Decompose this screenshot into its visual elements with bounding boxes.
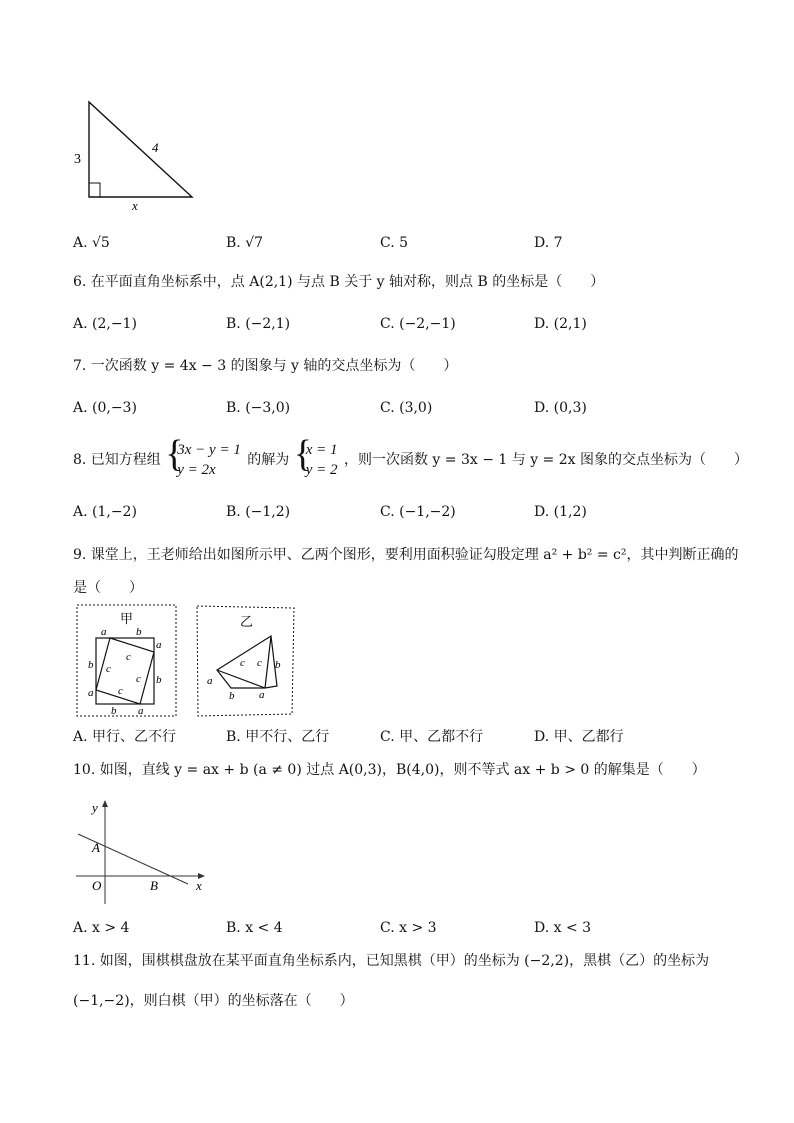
q6-stem: 6. 在平面直角坐标系中，点 A(2,1) 与点 B 关于 y 轴对称，则点 B 的坐标是（ ） bbox=[73, 274, 605, 290]
q8-system-2 bbox=[296, 440, 338, 480]
triangle-shape bbox=[89, 102, 192, 197]
trapezoid-diagonal-2 bbox=[265, 636, 271, 688]
jia-c-2: c bbox=[106, 663, 111, 675]
graph-label-x: x bbox=[196, 878, 202, 893]
jia-b-left: b bbox=[88, 659, 94, 671]
side-a-label: 3 bbox=[74, 152, 81, 167]
yi-a-left: a bbox=[207, 675, 213, 687]
side-x-label: x bbox=[132, 198, 138, 212]
q10-option-d[interactable]: D. x < 3 bbox=[534, 920, 592, 936]
q8-system-1-eq2: y = 2x bbox=[177, 462, 216, 478]
y-axis-arrow bbox=[102, 800, 108, 807]
yi-a-bottom: a bbox=[259, 689, 265, 701]
q5-option-c[interactable]: C. 5 bbox=[380, 235, 409, 251]
q10-line-graph bbox=[70, 798, 210, 910]
q8-system-1-eq1: { 3x − y = 1 bbox=[177, 442, 241, 458]
q9-option-d[interactable]: D. 甲、乙都行 bbox=[534, 729, 624, 745]
q10-option-c[interactable]: C. x > 3 bbox=[380, 920, 437, 936]
q8-prefix: 8. 已知方程组 bbox=[73, 452, 161, 468]
q8-option-a[interactable]: A. (1,−2) bbox=[73, 504, 137, 520]
graph-label-o: O bbox=[92, 878, 102, 893]
jia-a-top: a bbox=[101, 626, 107, 638]
q8-option-b[interactable]: B. (−1,2) bbox=[226, 504, 291, 520]
figure-jia-title: 甲 bbox=[120, 612, 134, 627]
figure-yi-title: 乙 bbox=[240, 615, 254, 630]
yi-c-2: c bbox=[257, 657, 262, 669]
yi-b-bottom: b bbox=[229, 690, 235, 702]
jia-b-bottom: b bbox=[111, 705, 117, 717]
q8-system-1 bbox=[167, 440, 241, 480]
q6-option-c[interactable]: C. (−2,−1) bbox=[380, 316, 456, 332]
q10-stem: 10. 如图，直线 y = ax + b (a ≠ 0) 过点 A(0,3)，B(4,0)，则不等式 ax + b > 0 的解集是（ ） bbox=[73, 762, 706, 778]
q10-option-a[interactable]: A. x > 4 bbox=[73, 920, 130, 936]
right-angle-mark bbox=[89, 183, 100, 197]
q11-stem-line1: 11. 如图，围棋棋盘放在某平面直角坐标系内，已知黑棋（甲）的坐标为 (−2,2)，黑棋（乙）的坐标为 bbox=[73, 953, 710, 969]
graph-label-b: B bbox=[150, 878, 158, 893]
jia-a-bottom: a bbox=[138, 705, 144, 717]
q11-stem-line2: (−1,−2)，则白棋（甲）的坐标落在（ ） bbox=[73, 993, 354, 1009]
yi-b-right: b bbox=[275, 659, 281, 671]
figure-jia bbox=[76, 604, 178, 718]
q7-option-c[interactable]: C. (3,0) bbox=[380, 400, 433, 416]
side-c-label: 4 bbox=[152, 140, 159, 155]
q9-stem-line2: 是（ ） bbox=[73, 580, 143, 596]
q9-option-c[interactable]: C. 甲、乙都不行 bbox=[380, 729, 484, 745]
q7-option-b[interactable]: B. (−3,0) bbox=[226, 400, 291, 416]
q10-option-b[interactable]: B. x < 4 bbox=[226, 920, 283, 936]
q5-option-d[interactable]: D. 7 bbox=[534, 235, 563, 251]
jia-c-3: c bbox=[136, 673, 141, 685]
q9-stem-line1: 9. 课堂上，王老师给出如图所示甲、乙两个图形，要利用面积验证勾股定理 a² + b² = c²，其中判断正确的 bbox=[73, 547, 739, 563]
q5-option-a[interactable]: A. √5 bbox=[73, 235, 110, 251]
yi-c-1: c bbox=[240, 657, 245, 669]
q6-option-d[interactable]: D. (2,1) bbox=[534, 316, 587, 332]
q9-option-b[interactable]: B. 甲不行、乙行 bbox=[226, 729, 330, 745]
jia-b-right: b bbox=[156, 674, 162, 686]
jia-a-left: a bbox=[88, 687, 94, 699]
q8-option-d[interactable]: D. (1,2) bbox=[534, 504, 587, 520]
right-triangle-figure bbox=[70, 96, 200, 212]
q8-option-c[interactable]: C. (−1,−2) bbox=[380, 504, 456, 520]
q7-stem: 7. 一次函数 y = 4x − 3 的图象与 y 轴的交点坐标为（ ） bbox=[73, 358, 458, 374]
figure-yi bbox=[195, 604, 297, 718]
outer-square bbox=[96, 638, 154, 704]
jia-c-4: c bbox=[118, 685, 123, 697]
q8-system-2-eq1: { x = 1 bbox=[305, 442, 338, 458]
jia-a-right: a bbox=[156, 639, 162, 651]
q8-stem bbox=[73, 440, 748, 480]
graph-label-y: y bbox=[92, 800, 98, 815]
q9-option-a[interactable]: A. 甲行、乙不行 bbox=[73, 729, 177, 745]
q8-suffix: ，则一次函数 y = 3x − 1 与 y = 2x 图象的交点坐标为（ ） bbox=[343, 452, 748, 468]
jia-c-1: c bbox=[126, 651, 131, 663]
inner-square bbox=[96, 638, 154, 704]
jia-b-top: b bbox=[136, 626, 142, 638]
q8-middle: 的解为 bbox=[247, 452, 290, 468]
q7-option-d[interactable]: D. (0,3) bbox=[534, 400, 587, 416]
q8-system-2-eq2: y = 2 bbox=[305, 462, 338, 478]
q6-option-a[interactable]: A. (2,−1) bbox=[73, 316, 137, 332]
q5-option-b[interactable]: B. √7 bbox=[226, 235, 264, 251]
q7-option-a[interactable]: A. (0,−3) bbox=[73, 400, 137, 416]
q6-option-b[interactable]: B. (−2,1) bbox=[226, 316, 291, 332]
graph-label-a: A bbox=[92, 840, 100, 855]
